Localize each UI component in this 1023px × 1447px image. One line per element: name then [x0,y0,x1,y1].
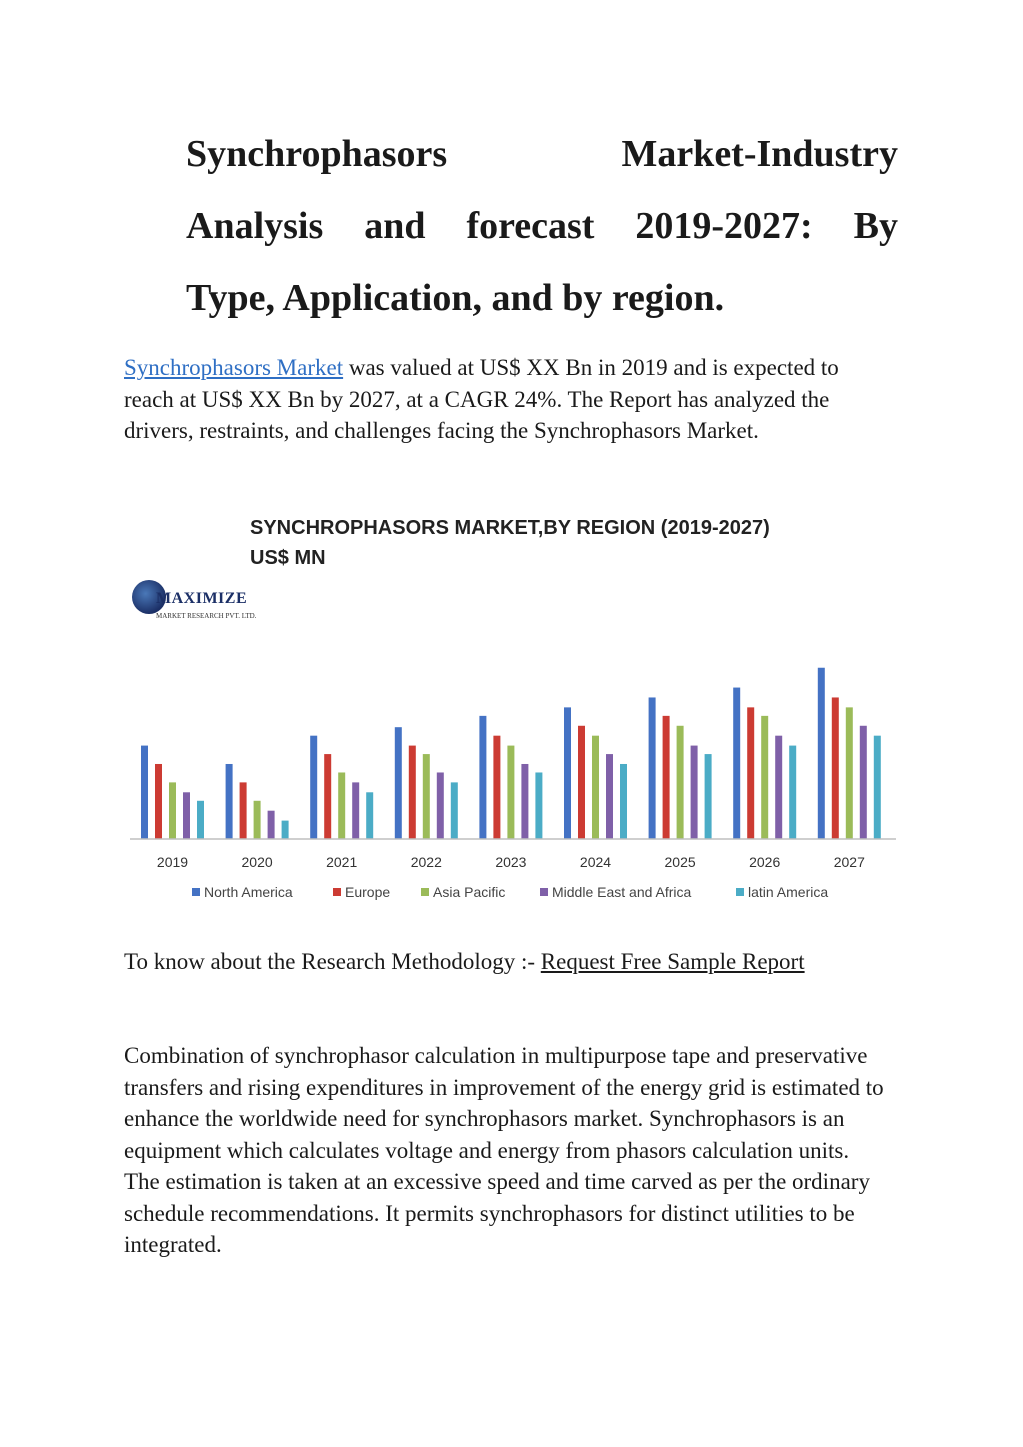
bar-latin-america-2022 [451,782,458,839]
bar-latin-america-2019 [197,801,204,839]
title-word: Market-Industry [621,133,898,175]
legend-label: Europe [345,884,391,900]
document-title [186,118,898,334]
bar-latin-america-2025 [705,754,712,839]
methodology-text: To know about the Research Methodology :- [124,949,541,974]
bar-asia-pacific-2020 [254,801,261,839]
x-tick-label: 2021 [326,854,358,870]
bar-europe-2026 [747,707,754,839]
title-line-3 [186,262,898,334]
bar-middle-east-and-africa-2021 [352,782,359,839]
bar-asia-pacific-2026 [761,716,768,839]
title-word: Type, Application, and by region. [186,277,725,319]
title-word: 2019-2027: [635,205,813,247]
chart-title-line-1: SYNCHROPHASORS MARKET,BY REGION (2019-2027) [250,517,770,539]
bar-asia-pacific-2025 [677,726,684,839]
intro-text: was valued at US$ XX Bn in 2019 and is expected to reach at US$ XX Bn by 2027, at a CAGR 24%. The Report has analyzed the drivers, restraints, and challenges facing the Synchrophasors Market. [124,355,839,443]
bar-north-america-2019 [141,746,148,839]
bar-europe-2020 [240,782,247,839]
legend-label: Middle East and Africa [552,884,692,900]
bar-north-america-2022 [395,727,402,839]
bar-europe-2024 [578,726,585,839]
bar-europe-2027 [832,697,839,839]
request-sample-link[interactable]: Request Free Sample Report [540,949,805,974]
bar-north-america-2027 [818,668,825,839]
legend-label: latin America [748,884,829,900]
bar-north-america-2021 [310,736,317,839]
bar-middle-east-and-africa-2023 [521,764,528,839]
logo-name: MAXIMIZE [156,590,248,607]
bar-latin-america-2027 [874,736,881,839]
bar-middle-east-and-africa-2026 [775,736,782,839]
title-word: Synchrophasors [186,133,448,175]
bar-latin-america-2023 [535,772,542,839]
chart-plot [124,505,904,925]
bar-europe-2019 [155,764,162,839]
bar-europe-2025 [663,716,670,839]
bar-latin-america-2021 [366,792,373,839]
x-tick-label: 2019 [156,854,189,870]
bar-asia-pacific-2022 [423,754,430,839]
synchrophasors-market-link[interactable]: Synchrophasors Market [124,355,344,380]
bar-latin-america-2024 [620,764,627,839]
x-tick-label: 2026 [749,854,781,870]
body-paragraph: Combination of synchrophasor calculation in multipurpose tape and preservative transfers and rising expenditures in improvement of the energy grid is estimated to enhance the worldwide need for synchrophasors market. Synchrophasors is an equipment which calculates voltage and energy from phasors calculation units. The estimation is taken at an excessive speed and time carved as per the ordinary schedule recommendations. It permits synchrophasors for distinct utilities to be integrated. [124,1043,884,1257]
title-word: By [853,205,898,247]
title-word: Analysis [186,205,324,247]
x-tick-label: 2020 [241,854,273,870]
logo-subtitle: MARKET RESEARCH PVT. LTD. [156,612,257,620]
legend-swatch [192,888,200,896]
bar-europe-2023 [493,736,500,839]
bar-asia-pacific-2019 [169,782,176,839]
legend-label: North America [204,884,293,900]
bar-middle-east-and-africa-2019 [183,792,190,839]
title-word: and [364,205,426,247]
legend-swatch [421,888,429,896]
bar-middle-east-and-africa-2027 [860,726,867,839]
bar-asia-pacific-2023 [507,746,514,839]
legend-swatch [333,888,341,896]
bar-north-america-2023 [479,716,486,839]
region-bar-chart [124,505,904,925]
x-tick-label: 2027 [833,854,865,870]
bar-latin-america-2020 [282,821,289,839]
legend-label: Asia Pacific [433,884,506,900]
methodology-paragraph [124,946,884,978]
bar-asia-pacific-2027 [846,707,853,839]
x-tick-label: 2022 [410,854,442,870]
bar-europe-2021 [324,754,331,839]
chart-title-line-2: US$ MN [250,547,326,569]
x-tick-label: 2023 [495,854,527,870]
bar-north-america-2025 [649,697,656,839]
x-tick-label: 2025 [664,854,696,870]
bar-latin-america-2026 [789,746,796,839]
legend-swatch [540,888,548,896]
bar-middle-east-and-africa-2022 [437,772,444,839]
x-tick-label: 2024 [579,854,612,870]
title-line-2 [186,190,898,262]
bar-middle-east-and-africa-2025 [691,746,698,839]
bar-middle-east-and-africa-2024 [606,754,613,839]
bar-north-america-2026 [733,688,740,839]
title-line-1 [186,118,898,190]
bar-north-america-2024 [564,707,571,839]
intro-paragraph [124,352,884,447]
bar-europe-2022 [409,746,416,839]
bar-north-america-2020 [226,764,233,839]
bar-asia-pacific-2021 [338,772,345,839]
bar-asia-pacific-2024 [592,736,599,839]
title-word: forecast [466,205,595,247]
legend-swatch [736,888,744,896]
bar-middle-east-and-africa-2020 [268,811,275,839]
